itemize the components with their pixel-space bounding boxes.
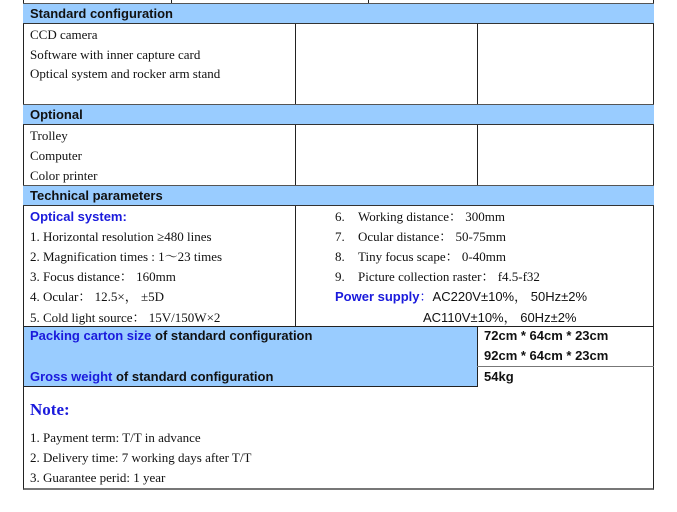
column-divider-1: [295, 125, 296, 186]
spec-item: Picture collection raster： f4.5-f32: [358, 269, 540, 284]
section-title: Optional: [30, 107, 83, 122]
table-border-left: [23, 326, 24, 387]
row-divider: [477, 366, 654, 367]
column-divider-1: [295, 206, 296, 326]
power-supply-line-1: [335, 289, 587, 305]
standard-item: CCD camera: [30, 27, 98, 42]
gross-weight-label-rest: of standard configuration: [112, 369, 274, 384]
table-border-right: [653, 24, 654, 104]
spec-item: Ocular distance： 50-75mm: [358, 229, 507, 244]
section-title: Technical parameters: [30, 188, 163, 203]
table-border-left: [23, 206, 24, 326]
power-supply-label: Power supply: [335, 289, 420, 304]
standard-item: Optical system and rocker arm stand: [30, 66, 221, 81]
column-divider-2: [477, 125, 478, 186]
packing-size-value: 72cm * 64cm * 23cm: [484, 328, 609, 343]
packing-carton-size-label: [30, 328, 312, 344]
section-header-optional: [23, 104, 654, 125]
spec-item: 2. Magnification times : 1〜23 times: [30, 249, 223, 264]
spec-item-number: 6.: [335, 209, 345, 224]
section-header-standard-configuration: [23, 3, 654, 24]
column-divider-2: [477, 326, 478, 387]
spec-item-number: 8.: [335, 249, 345, 264]
table-border-right: [653, 326, 654, 387]
packing-size-value: 92cm * 64cm * 23cm: [484, 348, 609, 363]
spec-item: 5. Cold light source： 15V/150W×2: [30, 310, 221, 325]
power-supply-separator: ：: [419, 289, 433, 304]
note-item: 1. Payment term: T/T in advance: [30, 430, 201, 445]
gross-weight-label-highlight: Gross weight: [30, 369, 113, 384]
section-header-technical-parameters: [23, 185, 654, 206]
table-border-right: [653, 125, 654, 186]
note-item: 2. Delivery time: 7 working days after T/T: [30, 450, 252, 465]
power-supply-value-1: AC220V±10%， 50Hz±2%: [432, 289, 588, 304]
note-title: Note:: [30, 400, 70, 419]
spec-item: 3. Focus distance： 160mm: [30, 269, 176, 284]
gross-weight-label: [30, 369, 273, 385]
power-supply-value-2: AC110V±10%， 60Hz±2%: [423, 310, 577, 325]
optical-system-label: Optical system:: [30, 209, 127, 224]
note-item: 3. Guarantee perid: 1 year: [30, 470, 166, 485]
gross-weight-value: 54kg: [484, 369, 514, 384]
optional-item: Trolley: [30, 128, 68, 143]
packing-label-highlight: Packing carton size: [30, 328, 152, 343]
spec-item: 1. Horizontal resolution ≥480 lines: [30, 229, 212, 244]
spec-item-number: 9.: [335, 269, 345, 284]
row-divider: [477, 326, 654, 327]
optional-item: Color printer: [30, 168, 98, 183]
table-border-left: [23, 24, 24, 104]
table-border-left: [23, 125, 24, 186]
column-divider-2: [477, 24, 478, 104]
spec-item: Working distance： 300mm: [358, 209, 505, 224]
packing-label-rest: of standard configuration: [151, 328, 313, 343]
spec-item-number: 7.: [335, 229, 345, 244]
optional-item: Computer: [30, 148, 82, 163]
section-title: Standard configuration: [30, 6, 173, 21]
standard-item: Software with inner capture card: [30, 47, 201, 62]
column-divider-1: [295, 24, 296, 104]
spec-item: 4. Ocular： 12.5×， ±5D: [30, 289, 164, 304]
spec-item: Tiny focus scape： 0-40mm: [358, 249, 506, 264]
table-border-right: [653, 206, 654, 326]
